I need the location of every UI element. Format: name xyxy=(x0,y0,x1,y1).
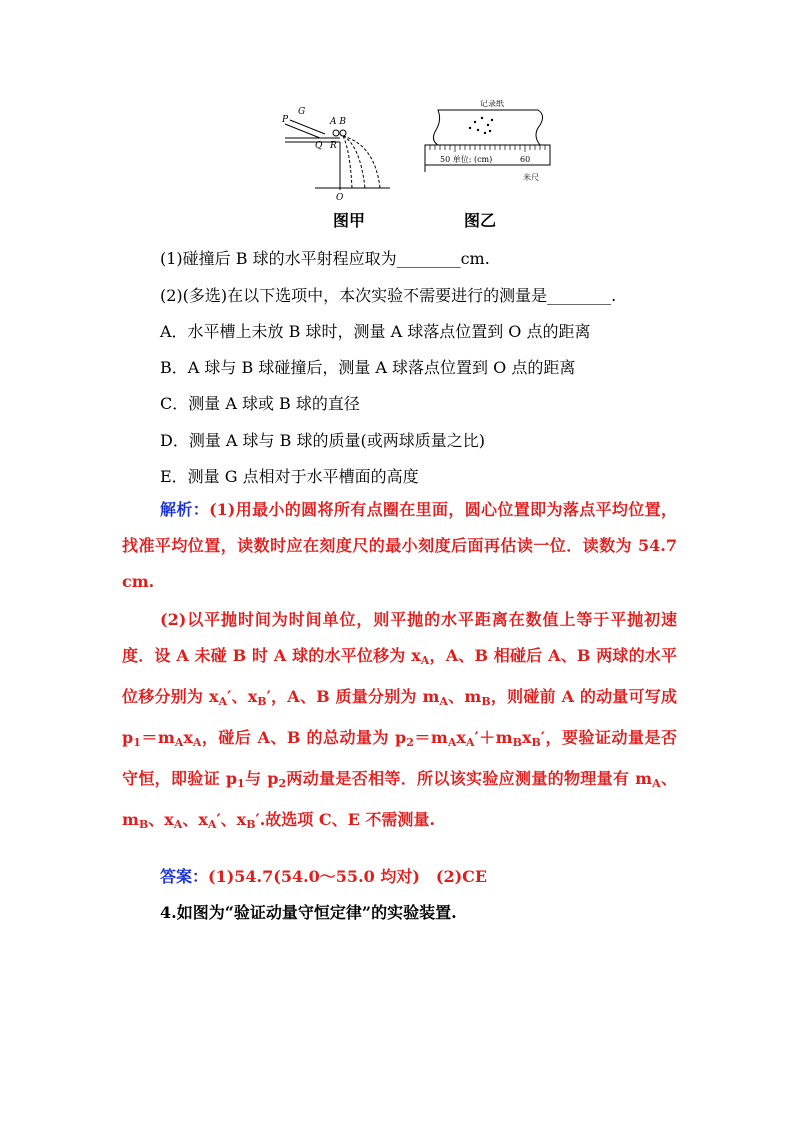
ruler-ticks xyxy=(430,145,545,152)
analysis-paragraph-1 xyxy=(122,492,677,600)
analysis-label: 解析： xyxy=(160,500,210,519)
answer-text: (1)54.7(54.0～55.0 均对) (2)CE xyxy=(208,867,488,886)
option-e: E．测量 G 点相对于水平槽面的高度 xyxy=(160,467,419,486)
label-scale: 50 单位: (cm) xyxy=(440,155,493,164)
next-question: 4.如图为“验证动量守恒定律”的实验装置. xyxy=(160,903,457,922)
option-d: D．测量 A 球与 B 球的质量(或两球质量之比) xyxy=(160,431,485,450)
analysis-text-1: (1)用最小的圆将所有点圈在里面，圆心位置即为落点平均位置，找准平均位置，读数时应在刻度尺的最小刻度后面再估读一位．读数为 54.7 cm. xyxy=(122,500,677,591)
experiment-figure xyxy=(270,100,560,230)
label-ab: A B xyxy=(330,117,346,127)
question-2: (2)(多选)在以下选项中，本次实验不需要进行的测量是________. xyxy=(160,286,617,305)
label-sixty: 60 xyxy=(520,155,531,164)
option-b: B．A 球与 B 球碰撞后，测量 A 球落点位置到 O 点的距离 xyxy=(160,358,576,377)
analysis-paragraph-2: (2)以平抛时间为时间单位，则平抛的水平距离在数值上等于平抛初速度．设 A 未碰 B 时 A 球的水平位移为 $x_A$，A、B 相碰后 A、B 两球的水平位移分别为 $x_A'$、$x_B'$，A、B 质量分别为 $m_A$、$m_B$，则碰前 A 的动量可写成 $p_1=m_Ax_A$，碰后 A、B 的总动量为 $p_2=m_Ax_A'+m_Bx_B'$，要验证动量是否守恒，即验证 $p_1$与 $p_2$两动量是否相等．所以该实验应测量的物理量有 $m_A$、$m_B$、$x_A$、$x_A'$、$x_B'$.故选项 C、E 不需测量. xyxy=(122,610,677,831)
label-o: O xyxy=(336,193,344,203)
landing-dots xyxy=(469,117,493,134)
label-q: Q xyxy=(315,141,323,151)
label-p: P xyxy=(282,115,289,125)
figure-jia xyxy=(285,120,390,190)
option-a: A．水平槽上未放 B 球时，测量 A 球落点位置到 O 点的距离 xyxy=(160,322,591,341)
caption-yi: 图乙 xyxy=(464,211,497,230)
answer-line xyxy=(160,864,487,887)
label-g: G xyxy=(298,107,306,117)
option-c: C．测量 A 球或 B 球的直径 xyxy=(160,394,360,413)
label-paper: 记录纸 xyxy=(480,100,504,108)
answer-label: 答案： xyxy=(160,867,209,886)
caption-jia: 图甲 xyxy=(333,211,366,230)
label-ruler: 米尺 xyxy=(523,173,539,182)
label-r: R xyxy=(330,141,337,151)
question-1: (1)碰撞后 B 球的水平射程应取为________cm. xyxy=(160,249,490,268)
